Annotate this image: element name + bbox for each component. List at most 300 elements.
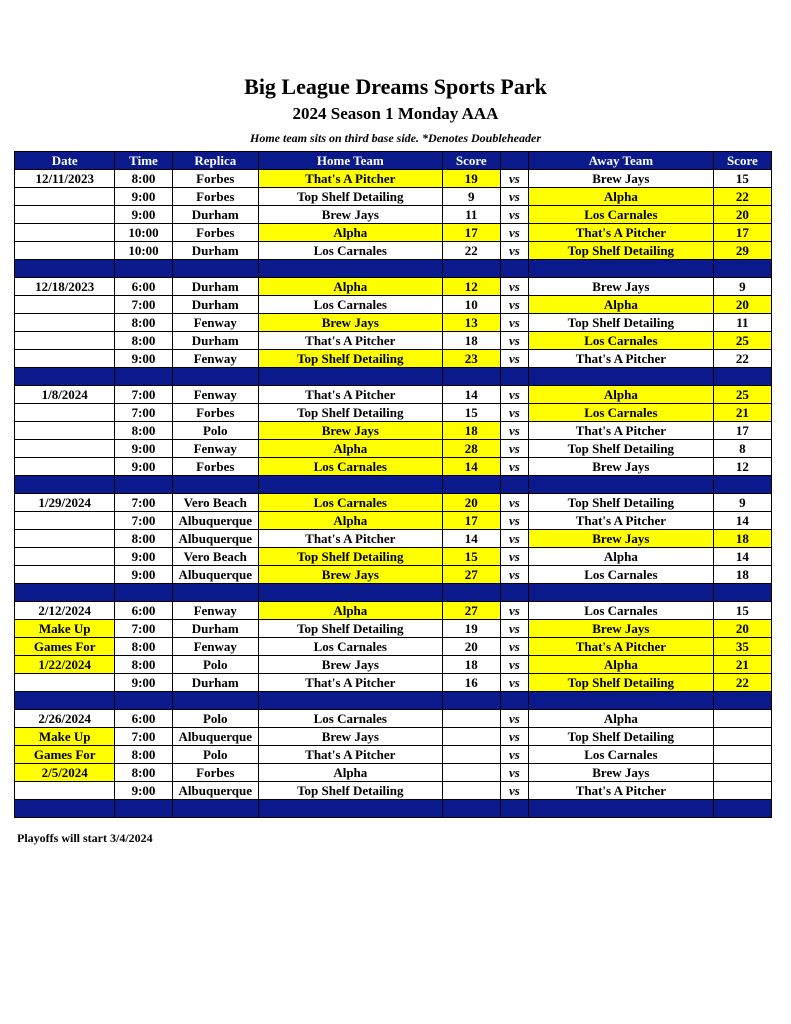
date-cell — [15, 674, 115, 692]
away-score-cell: 29 — [713, 242, 771, 260]
time-cell: 8:00 — [115, 656, 172, 674]
date-cell: 2/12/2024 — [15, 602, 115, 620]
away-score-cell: 15 — [713, 602, 771, 620]
home-score-cell: 27 — [442, 602, 500, 620]
home-score-cell — [442, 710, 500, 728]
separator-cell — [442, 260, 500, 278]
week-separator — [15, 476, 772, 494]
home-team-cell: That's A Pitcher — [258, 746, 442, 764]
home-score-cell: 14 — [442, 386, 500, 404]
away-team-cell: Top Shelf Detailing — [528, 440, 713, 458]
away-team-cell: Brew Jays — [528, 170, 713, 188]
game-row — [15, 242, 772, 260]
week-separator — [15, 260, 772, 278]
date-cell: Make Up — [15, 620, 115, 638]
vs-cell: vs — [500, 188, 528, 206]
separator-cell — [172, 692, 258, 710]
away-score-cell: 25 — [713, 332, 771, 350]
home-team-cell: That's A Pitcher — [258, 386, 442, 404]
time-cell: 6:00 — [115, 278, 172, 296]
away-score-cell: 17 — [713, 422, 771, 440]
away-team-cell: Brew Jays — [528, 620, 713, 638]
vs-cell: vs — [500, 224, 528, 242]
date-cell — [15, 242, 115, 260]
away-score-cell: 21 — [713, 656, 771, 674]
field-cell: Durham — [172, 674, 258, 692]
time-cell: 9:00 — [115, 566, 172, 584]
game-row — [15, 278, 772, 296]
home-score-cell: 10 — [442, 296, 500, 314]
field-cell: Durham — [172, 242, 258, 260]
field-cell: Fenway — [172, 386, 258, 404]
away-score-cell — [713, 746, 771, 764]
separator-cell — [500, 584, 528, 602]
time-cell: 9:00 — [115, 548, 172, 566]
separator-cell — [172, 476, 258, 494]
game-row — [15, 188, 772, 206]
away-score-cell — [713, 710, 771, 728]
separator-cell — [442, 476, 500, 494]
away-score-cell: 22 — [713, 350, 771, 368]
col-date: Date — [15, 152, 115, 170]
away-team-cell: Top Shelf Detailing — [528, 674, 713, 692]
separator-cell — [713, 260, 771, 278]
col-replica: Replica — [172, 152, 258, 170]
separator-cell — [528, 476, 713, 494]
away-team-cell: Alpha — [528, 656, 713, 674]
away-score-cell: 22 — [713, 188, 771, 206]
separator-cell — [15, 584, 115, 602]
date-cell — [15, 512, 115, 530]
vs-cell: vs — [500, 332, 528, 350]
vs-cell: vs — [500, 242, 528, 260]
away-team-cell: Los Carnales — [528, 602, 713, 620]
home-team-cell: Los Carnales — [258, 296, 442, 314]
date-cell — [15, 530, 115, 548]
away-score-cell: 35 — [713, 638, 771, 656]
date-cell — [15, 404, 115, 422]
field-cell: Durham — [172, 296, 258, 314]
date-cell — [15, 782, 115, 800]
game-row — [15, 620, 772, 638]
date-cell — [15, 332, 115, 350]
game-row — [15, 170, 772, 188]
separator-cell — [713, 584, 771, 602]
field-cell: Forbes — [172, 188, 258, 206]
vs-cell: vs — [500, 440, 528, 458]
time-cell: 6:00 — [115, 710, 172, 728]
separator-cell — [258, 584, 442, 602]
home-score-cell: 12 — [442, 278, 500, 296]
separator-cell — [172, 260, 258, 278]
field-cell: Fenway — [172, 350, 258, 368]
page-subtitle: 2024 Season 1 Monday AAA — [292, 104, 499, 123]
game-row — [15, 224, 772, 242]
separator-cell — [713, 692, 771, 710]
away-team-cell: Alpha — [528, 548, 713, 566]
away-score-cell — [713, 764, 771, 782]
header-row — [15, 152, 772, 170]
home-score-cell: 20 — [442, 494, 500, 512]
home-score-cell: 18 — [442, 422, 500, 440]
date-cell: 1/29/2024 — [15, 494, 115, 512]
home-team-cell: Los Carnales — [258, 458, 442, 476]
game-row — [15, 728, 772, 746]
separator-cell — [115, 260, 172, 278]
home-team-cell: Los Carnales — [258, 242, 442, 260]
time-cell: 8:00 — [115, 332, 172, 350]
vs-cell: vs — [500, 386, 528, 404]
time-cell: 10:00 — [115, 242, 172, 260]
home-team-cell: Brew Jays — [258, 566, 442, 584]
separator-cell — [442, 800, 500, 818]
separator-cell — [258, 260, 442, 278]
vs-cell: vs — [500, 530, 528, 548]
col-away-score: Score — [713, 152, 771, 170]
home-team-cell: Los Carnales — [258, 638, 442, 656]
vs-cell: vs — [500, 566, 528, 584]
separator-cell — [713, 476, 771, 494]
field-cell: Albuquerque — [172, 512, 258, 530]
game-row — [15, 494, 772, 512]
away-team-cell: Brew Jays — [528, 458, 713, 476]
vs-cell: vs — [500, 656, 528, 674]
time-cell: 8:00 — [115, 746, 172, 764]
away-team-cell: Alpha — [528, 710, 713, 728]
schedule-body — [15, 170, 772, 818]
home-score-cell: 18 — [442, 332, 500, 350]
home-team-cell: Brew Jays — [258, 206, 442, 224]
away-score-cell: 20 — [713, 206, 771, 224]
date-cell — [15, 548, 115, 566]
date-cell — [15, 314, 115, 332]
field-cell: Albuquerque — [172, 566, 258, 584]
away-score-cell: 8 — [713, 440, 771, 458]
home-score-cell: 17 — [442, 224, 500, 242]
vs-cell: vs — [500, 782, 528, 800]
time-cell: 6:00 — [115, 602, 172, 620]
away-score-cell: 20 — [713, 296, 771, 314]
time-cell: 9:00 — [115, 674, 172, 692]
vs-cell: vs — [500, 278, 528, 296]
home-team-cell: Brew Jays — [258, 728, 442, 746]
game-row — [15, 656, 772, 674]
vs-cell: vs — [500, 314, 528, 332]
date-cell — [15, 224, 115, 242]
game-row — [15, 386, 772, 404]
away-score-cell: 20 — [713, 620, 771, 638]
separator-cell — [172, 584, 258, 602]
home-team-cell: That's A Pitcher — [258, 332, 442, 350]
vs-cell: vs — [500, 296, 528, 314]
game-row — [15, 710, 772, 728]
week-separator — [15, 692, 772, 710]
vs-cell: vs — [500, 710, 528, 728]
home-score-cell: 17 — [442, 512, 500, 530]
date-cell: Games For — [15, 638, 115, 656]
time-cell: 10:00 — [115, 224, 172, 242]
separator-cell — [500, 800, 528, 818]
home-team-cell: Top Shelf Detailing — [258, 782, 442, 800]
home-team-cell: That's A Pitcher — [258, 530, 442, 548]
home-score-cell: 27 — [442, 566, 500, 584]
home-score-cell: 9 — [442, 188, 500, 206]
away-team-cell: Brew Jays — [528, 530, 713, 548]
field-cell: Albuquerque — [172, 782, 258, 800]
field-cell: Fenway — [172, 602, 258, 620]
away-score-cell: 12 — [713, 458, 771, 476]
game-row — [15, 332, 772, 350]
home-score-cell: 14 — [442, 530, 500, 548]
home-score-cell — [442, 782, 500, 800]
week-separator — [15, 584, 772, 602]
date-cell — [15, 440, 115, 458]
field-cell: Forbes — [172, 404, 258, 422]
game-row — [15, 440, 772, 458]
home-team-cell: Alpha — [258, 764, 442, 782]
vs-cell: vs — [500, 674, 528, 692]
game-row — [15, 206, 772, 224]
date-cell: 1/8/2024 — [15, 386, 115, 404]
game-row — [15, 350, 772, 368]
home-team-cell: Brew Jays — [258, 314, 442, 332]
away-score-cell — [713, 782, 771, 800]
game-row — [15, 674, 772, 692]
home-team-cell: Top Shelf Detailing — [258, 548, 442, 566]
home-team-cell: Top Shelf Detailing — [258, 404, 442, 422]
time-cell: 8:00 — [115, 422, 172, 440]
home-score-cell: 20 — [442, 638, 500, 656]
playoffs-note: Playoffs will start 3/4/2024 — [17, 831, 153, 845]
field-cell: Vero Beach — [172, 494, 258, 512]
game-row — [15, 602, 772, 620]
date-cell: 12/11/2023 — [15, 170, 115, 188]
home-team-cell: Brew Jays — [258, 422, 442, 440]
home-score-cell: 19 — [442, 170, 500, 188]
separator-cell — [442, 368, 500, 386]
away-score-cell: 17 — [713, 224, 771, 242]
col-time: Time — [115, 152, 172, 170]
field-cell: Fenway — [172, 314, 258, 332]
field-cell: Durham — [172, 206, 258, 224]
date-cell — [15, 296, 115, 314]
home-team-cell: Top Shelf Detailing — [258, 620, 442, 638]
separator-cell — [500, 260, 528, 278]
field-cell: Forbes — [172, 224, 258, 242]
away-score-cell: 22 — [713, 674, 771, 692]
away-team-cell: Los Carnales — [528, 404, 713, 422]
away-team-cell: That's A Pitcher — [528, 512, 713, 530]
date-cell — [15, 422, 115, 440]
time-cell: 7:00 — [115, 386, 172, 404]
date-cell — [15, 350, 115, 368]
separator-cell — [500, 368, 528, 386]
home-team-cell: Alpha — [258, 278, 442, 296]
home-team-cell: Top Shelf Detailing — [258, 350, 442, 368]
time-cell: 8:00 — [115, 530, 172, 548]
away-score-cell: 14 — [713, 512, 771, 530]
time-cell: 9:00 — [115, 458, 172, 476]
away-team-cell: That's A Pitcher — [528, 224, 713, 242]
field-cell: Vero Beach — [172, 548, 258, 566]
home-team-cell: That's A Pitcher — [258, 674, 442, 692]
away-score-cell: 18 — [713, 566, 771, 584]
away-team-cell: Brew Jays — [528, 764, 713, 782]
game-row — [15, 566, 772, 584]
separator-cell — [15, 368, 115, 386]
game-row — [15, 764, 772, 782]
away-team-cell: Top Shelf Detailing — [528, 314, 713, 332]
away-team-cell: Top Shelf Detailing — [528, 494, 713, 512]
vs-cell: vs — [500, 764, 528, 782]
away-team-cell: That's A Pitcher — [528, 350, 713, 368]
separator-cell — [258, 800, 442, 818]
home-score-cell: 23 — [442, 350, 500, 368]
vs-cell: vs — [500, 458, 528, 476]
home-score-cell: 18 — [442, 656, 500, 674]
separator-cell — [713, 368, 771, 386]
separator-cell — [528, 368, 713, 386]
time-cell: 7:00 — [115, 512, 172, 530]
game-row — [15, 458, 772, 476]
away-team-cell: Los Carnales — [528, 746, 713, 764]
vs-cell: vs — [500, 620, 528, 638]
away-team-cell: Top Shelf Detailing — [528, 242, 713, 260]
time-cell: 7:00 — [115, 404, 172, 422]
separator-cell — [713, 800, 771, 818]
home-score-cell: 15 — [442, 404, 500, 422]
time-cell: 9:00 — [115, 440, 172, 458]
vs-cell: vs — [500, 206, 528, 224]
field-cell: Fenway — [172, 638, 258, 656]
game-row — [15, 314, 772, 332]
home-score-cell — [442, 728, 500, 746]
home-score-cell: 19 — [442, 620, 500, 638]
vs-cell: vs — [500, 746, 528, 764]
field-cell: Forbes — [172, 458, 258, 476]
field-cell: Albuquerque — [172, 728, 258, 746]
home-score-cell: 13 — [442, 314, 500, 332]
field-cell: Forbes — [172, 764, 258, 782]
separator-cell — [115, 692, 172, 710]
game-row — [15, 746, 772, 764]
date-cell: Make Up — [15, 728, 115, 746]
separator-cell — [442, 584, 500, 602]
home-team-cell: Alpha — [258, 440, 442, 458]
date-cell: 2/26/2024 — [15, 710, 115, 728]
date-cell — [15, 206, 115, 224]
away-team-cell: Los Carnales — [528, 566, 713, 584]
home-score-cell: 11 — [442, 206, 500, 224]
separator-cell — [172, 800, 258, 818]
separator-cell — [172, 368, 258, 386]
home-score-cell: 28 — [442, 440, 500, 458]
away-team-cell: Los Carnales — [528, 206, 713, 224]
separator-cell — [528, 692, 713, 710]
time-cell: 8:00 — [115, 314, 172, 332]
field-cell: Durham — [172, 278, 258, 296]
time-cell: 7:00 — [115, 620, 172, 638]
home-score-cell: 15 — [442, 548, 500, 566]
vs-cell: vs — [500, 602, 528, 620]
field-cell: Durham — [172, 620, 258, 638]
away-team-cell: That's A Pitcher — [528, 638, 713, 656]
game-row — [15, 512, 772, 530]
time-cell: 8:00 — [115, 764, 172, 782]
home-score-cell: 14 — [442, 458, 500, 476]
home-score-cell: 16 — [442, 674, 500, 692]
away-score-cell: 14 — [713, 548, 771, 566]
date-cell — [15, 458, 115, 476]
separator-cell — [15, 476, 115, 494]
game-row — [15, 638, 772, 656]
separator-cell — [115, 368, 172, 386]
separator-cell — [115, 584, 172, 602]
home-team-cell: That's A Pitcher — [258, 170, 442, 188]
home-team-cell: Brew Jays — [258, 656, 442, 674]
home-score-cell — [442, 764, 500, 782]
away-score-cell: 9 — [713, 494, 771, 512]
away-score-cell: 21 — [713, 404, 771, 422]
time-cell: 9:00 — [115, 782, 172, 800]
date-cell — [15, 188, 115, 206]
time-cell: 9:00 — [115, 350, 172, 368]
date-cell: 12/18/2023 — [15, 278, 115, 296]
vs-cell: vs — [500, 170, 528, 188]
away-team-cell: Alpha — [528, 386, 713, 404]
away-team-cell: Top Shelf Detailing — [528, 728, 713, 746]
page-title: Big League Dreams Sports Park — [244, 74, 547, 99]
time-cell: 7:00 — [115, 728, 172, 746]
col-away-team: Away Team — [528, 152, 713, 170]
game-row — [15, 530, 772, 548]
field-cell: Fenway — [172, 440, 258, 458]
vs-cell: vs — [500, 494, 528, 512]
field-cell: Polo — [172, 710, 258, 728]
game-row — [15, 422, 772, 440]
vs-cell: vs — [500, 638, 528, 656]
field-cell: Polo — [172, 746, 258, 764]
separator-cell — [15, 692, 115, 710]
vs-cell: vs — [500, 512, 528, 530]
vs-cell: vs — [500, 548, 528, 566]
home-team-cell: Los Carnales — [258, 710, 442, 728]
separator-cell — [115, 800, 172, 818]
away-score-cell: 9 — [713, 278, 771, 296]
separator-cell — [528, 260, 713, 278]
schedule-table — [14, 151, 772, 818]
away-score-cell: 18 — [713, 530, 771, 548]
field-cell: Polo — [172, 422, 258, 440]
date-cell: 2/5/2024 — [15, 764, 115, 782]
home-team-cell: Los Carnales — [258, 494, 442, 512]
home-team-cell: Alpha — [258, 224, 442, 242]
separator-cell — [500, 692, 528, 710]
home-score-cell: 22 — [442, 242, 500, 260]
separator-cell — [258, 476, 442, 494]
time-cell: 8:00 — [115, 638, 172, 656]
away-score-cell: 11 — [713, 314, 771, 332]
vs-cell: vs — [500, 422, 528, 440]
vs-cell: vs — [500, 404, 528, 422]
col-home-team: Home Team — [258, 152, 442, 170]
date-cell: Games For — [15, 746, 115, 764]
home-team-cell: Alpha — [258, 602, 442, 620]
away-score-cell: 25 — [713, 386, 771, 404]
vs-cell: vs — [500, 350, 528, 368]
week-separator — [15, 368, 772, 386]
date-cell: 1/22/2024 — [15, 656, 115, 674]
